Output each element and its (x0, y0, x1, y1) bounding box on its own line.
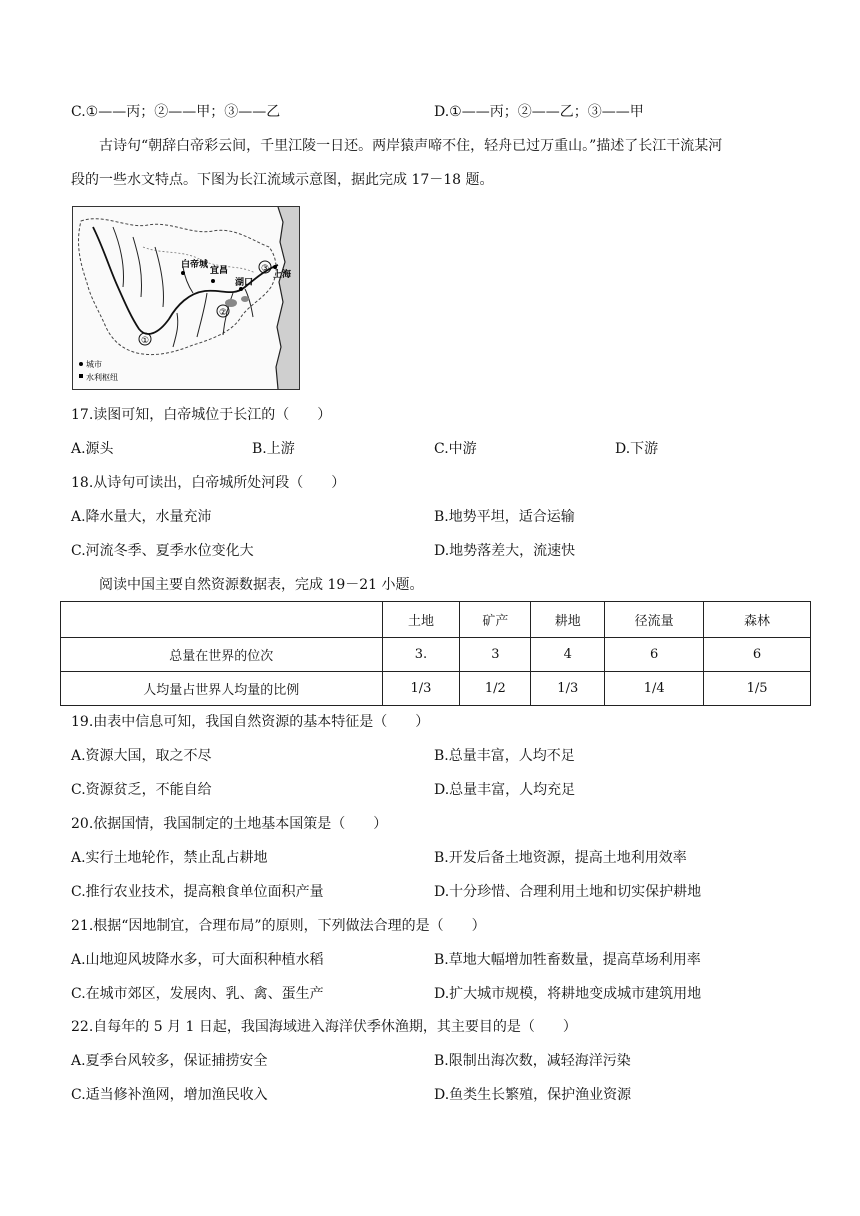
map-label-2: ② (219, 308, 228, 318)
table-header-cell: 土地 (382, 602, 460, 638)
table-row (61, 672, 811, 706)
map-label-1: ① (141, 336, 150, 346)
table-header-cell: 径流量 (605, 602, 704, 638)
q19-option-c: C.资源贫乏，不能自给 (71, 782, 212, 798)
legend-hub: 水利枢纽 (86, 373, 118, 382)
table-header-cell: 耕地 (531, 602, 605, 638)
q20-option-d: D.十分珍惜、合理利用土地和切实保护耕地 (434, 884, 702, 900)
yangtze-basin-map (72, 206, 300, 390)
map-drawing (73, 207, 299, 389)
table-cell: 3. (382, 638, 460, 672)
table-cell: 6 (605, 638, 704, 672)
table-cell: 1/4 (605, 672, 704, 706)
q22-option-a: A.夏季台风较多，保证捕捞安全 (71, 1053, 268, 1069)
map-label-baidi: 白帝城 (181, 260, 209, 270)
q18-option-d: D.地势落差大，流速快 (434, 543, 576, 559)
poem-intro-line2: 段的一些水文特点。下图为长江流域示意图，据此完成 17－18 题。 (71, 172, 494, 188)
q16-option-c: C.①——丙；②——甲；③——乙 (71, 104, 281, 120)
q18-option-a: A.降水量大，水量充沛 (71, 509, 212, 525)
table-intro: 阅读中国主要自然资源数据表，完成 19－21 小题。 (99, 577, 424, 593)
resource-table (60, 601, 811, 706)
q22-option-d: D.鱼类生长繁殖，保护渔业资源 (434, 1087, 632, 1103)
table-header-cell (61, 602, 383, 638)
q21-option-b: B.草地大幅增加牲畜数量，提高草场利用率 (434, 952, 701, 968)
q21-option-a: A.山地迎风坡降水多，可大面积种植水稻 (71, 952, 324, 968)
q22-option-c: C.适当修补渔网，增加渔民收入 (71, 1087, 268, 1103)
map-label-shanghai: 上海 (273, 270, 292, 280)
table-cell: 4 (531, 638, 605, 672)
q18-option-c: C.河流冬季、夏季水位变化大 (71, 543, 254, 559)
q17-option-d: D.下游 (615, 441, 659, 457)
table-row (61, 638, 811, 672)
q19-option-b: B.总量丰富，人均不足 (434, 748, 575, 764)
table-cell: 1/3 (382, 672, 460, 706)
q21-option-c: C.在城市郊区，发展肉、乳、禽、蛋生产 (71, 986, 324, 1002)
q19-option-a: A.资源大国，取之不尽 (71, 748, 212, 764)
table-cell: 1/5 (704, 672, 811, 706)
map-label-yichang: 宜昌 (210, 266, 229, 276)
q20-option-a: A.实行土地轮作，禁止乱占耕地 (71, 850, 268, 866)
q22-stem: 22.自每年的 5 月 1 日起，我国海域进入海洋伏季休渔期，其主要目的是（ ） (71, 1019, 577, 1035)
table-cell: 6 (704, 638, 811, 672)
map-label-3: ③ (261, 264, 270, 274)
table-header-row (61, 602, 811, 638)
q17-option-b: B.上游 (252, 441, 295, 457)
q16-option-d: D.①——丙；②——乙；③——甲 (434, 104, 644, 120)
table-header-cell: 矿产 (460, 602, 531, 638)
table-cell: 人均量占世界人均量的比例 (61, 672, 383, 706)
q21-stem: 21.根据“因地制宜，合理布局”的原则，下列做法合理的是（ ） (71, 918, 486, 934)
legend-city: 城市 (86, 360, 102, 369)
q22-option-b: B.限制出海次数，减轻海洋污染 (434, 1053, 631, 1069)
table-cell: 总量在世界的位次 (61, 638, 383, 672)
table-cell: 3 (460, 638, 531, 672)
q19-stem: 19.由表中信息可知，我国自然资源的基本特征是（ ） (71, 714, 430, 730)
map-label-hukou: 湖口 (235, 278, 254, 288)
table-cell: 1/2 (460, 672, 531, 706)
table-header-cell: 森林 (704, 602, 811, 638)
poem-intro-line1: 古诗句“朝辞白帝彩云间，千里江陵一日还。两岸猿声啼不住，轻舟已过万重山。”描述了长江干流某河 (99, 138, 723, 154)
q20-option-b: B.开发后备土地资源，提高土地利用效率 (434, 850, 687, 866)
q21-option-d: D.扩大城市规模，将耕地变成城市建筑用地 (434, 986, 702, 1002)
q17-option-a: A.源头 (71, 441, 114, 457)
q20-option-c: C.推行农业技术，提高粮食单位面积产量 (71, 884, 324, 900)
q17-option-c: C.中游 (434, 441, 477, 457)
q19-option-d: D.总量丰富，人均充足 (434, 782, 576, 798)
q18-stem: 18.从诗句可读出，白帝城所处河段（ ） (71, 475, 346, 491)
q18-option-b: B.地势平坦，适合运输 (434, 509, 575, 525)
table-cell: 1/3 (531, 672, 605, 706)
q20-stem: 20.依据国情，我国制定的土地基本国策是（ ） (71, 816, 388, 832)
q17-stem: 17.读图可知，白帝城位于长江的（ ） (71, 407, 332, 423)
